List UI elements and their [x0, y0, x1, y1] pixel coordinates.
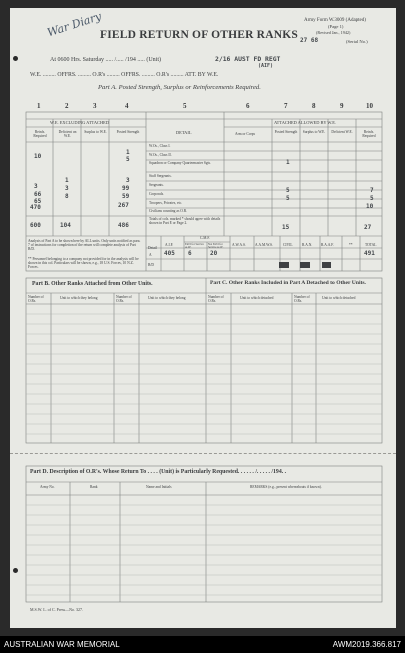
serial-value: 27 68: [300, 37, 319, 44]
value-c4: 1: [126, 149, 130, 156]
col-number: 9: [340, 102, 344, 110]
col-head-posted-att: Posted Strength: [274, 130, 298, 134]
part-c-head: Number of O.Rs.: [294, 295, 310, 303]
unit-stamp: 2/16 AUST FD REGT: [215, 55, 281, 63]
we-line: W.E. ......... OFFRS. ......... O.R's ......... OFFRS. ......... O.R's ......... ATT. BY W.E.: [30, 72, 219, 78]
value-c10: 7: [370, 187, 374, 194]
value-c4: 267: [118, 202, 129, 209]
date-line: At 0600 Hrs. Saturday ..... /..... /194 ..... (Unit): [50, 57, 161, 63]
analysis-head: CIVIL: [283, 243, 293, 247]
col-number: 10: [366, 102, 373, 110]
page-number: (Page 1): [328, 24, 344, 29]
printer-code: M.S.W. L. of C. Press—No. 327.: [30, 607, 83, 612]
value-c10: 10: [366, 203, 374, 210]
group-head-right: ATTACHED ALLOWED BY W.E.: [274, 120, 337, 125]
value-c1: 3: [34, 183, 38, 190]
part-d-head: Name and Initials: [146, 485, 172, 489]
value-c1: 470: [30, 204, 41, 211]
analysis-row-bd: B/D: [148, 263, 154, 267]
value-c2: 3: [65, 185, 69, 192]
analysis-head: A.I.F.: [165, 243, 174, 247]
analysis-sub: Enl'd for Service A.I.F.: [185, 243, 204, 249]
analysis-head: TOTAL: [365, 243, 377, 247]
analysis-footnote: ** Personnel belonging to a company not provided for in the analysis will be shown in this col. Particulars will be shown, e.g., 18 U.S. Forces, 10 N.Z. Forces.: [28, 257, 139, 270]
part-a-heading: Part A. Posted Strength, Surplus or Reinforcements Required.: [98, 84, 261, 91]
part-d-title: Part D. Description of O.R's. Whose Return To . . . . (Unit) is Particularly Requested. . . . . . /. . . . . /194. .: [30, 469, 287, 475]
col-number: 3: [93, 102, 97, 110]
analysis-head: R.A.N.: [302, 243, 313, 247]
detail-row: Troopers, Privates, etc.: [149, 201, 183, 205]
col-head-surplus-att: Surplus to W.E.: [302, 130, 326, 134]
value-c1: 65: [34, 198, 42, 205]
col-head-detail: DETAIL: [176, 130, 192, 135]
part-b-title: Part B. Other Ranks Attached from Other Units.: [32, 281, 153, 287]
col-head-deficient: Deficient on W.E.: [58, 130, 77, 138]
detail-row: Sergeants.: [149, 183, 164, 187]
handwritten-note: War Diary: [45, 9, 103, 40]
detail-row: Civilians counting as O.R.: [149, 209, 188, 213]
analysis-sub: Not Enl'd for Service A.I.F.: [208, 243, 224, 249]
value-c1: 10: [34, 153, 42, 160]
analysis-head: C.M.F.: [200, 236, 210, 240]
part-d-head: REMARKS (e.g., present whereabouts if known).: [250, 485, 322, 489]
analysis-head: A.A.M.W.S.: [255, 243, 273, 247]
col-head-reinfs: Reinfs. Required: [33, 130, 47, 138]
part-b-head: Number of O.Rs.: [116, 295, 132, 303]
value-c1-total: 600: [30, 222, 41, 229]
detail-row: Staff Sergeants.: [149, 174, 172, 178]
analysis-value: 405: [164, 250, 175, 257]
group-head-left: W.E. EXCLUDING ATTACHED: [50, 120, 109, 125]
analysis-head: R.A.A.F.: [321, 243, 334, 247]
col-head-arm: Arm or Corps: [235, 132, 255, 136]
part-d-head: Army No.: [40, 485, 55, 489]
serial-label: (Serial No.): [346, 39, 368, 44]
value-c10-total: 27: [364, 224, 372, 231]
part-c-head: Unit to which detached: [322, 296, 356, 300]
revised-date: (Revised Jan., 1942): [316, 30, 351, 35]
army-form-number: Army Form W.3009 (Adapted): [304, 18, 366, 23]
col-number: 1: [37, 102, 41, 110]
value-c4: 59: [122, 193, 130, 200]
col-head-posted: Posted Strength: [116, 130, 140, 134]
part-b-head: Unit to which they belong: [60, 296, 98, 300]
archive-name: AUSTRALIAN WAR MEMORIAL: [4, 640, 120, 649]
part-c-head: Number of O.Rs.: [208, 295, 224, 303]
part-c-title: Part C. Other Ranks Included in Part A Detached to Other Units.: [210, 280, 366, 286]
unit-sub: (AIF): [258, 63, 274, 69]
part-b-head: Unit to which they belong: [148, 296, 186, 300]
form-rules: [10, 8, 396, 628]
analysis-value: 6: [188, 250, 192, 257]
punch-hole: [13, 56, 18, 61]
punch-hole: [13, 568, 18, 573]
analysis-note: Analysis of Part A to be shown here by ALL units. Only units notified as para. 7 of instructions for completion of the return will complete analysis of Part B/D.: [28, 239, 141, 252]
analysis-row-detail: Detail: [148, 246, 157, 250]
value-c2: 8: [65, 193, 69, 200]
detail-row: W.Os., Class I.: [149, 144, 171, 148]
col-number: 8: [312, 102, 316, 110]
value-c7-total: 15: [282, 224, 290, 231]
value-c4: 5: [126, 156, 130, 163]
part-d-head: Rank: [90, 485, 98, 489]
value-c1: 66: [34, 191, 42, 198]
detail-row: Squadron or Company Quartermaster Sgts.: [149, 161, 211, 165]
value-c4-total: 486: [118, 222, 129, 229]
col-number: 2: [65, 102, 69, 110]
analysis-total: 491: [364, 250, 375, 257]
value-c7: 5: [286, 195, 290, 202]
value-c7: 1: [286, 159, 290, 166]
archive-id: AWM2019.366.817: [332, 640, 401, 649]
value-c2: 1: [65, 177, 69, 184]
value-c10: 5: [370, 195, 374, 202]
col-head-deficient-att: Deficient W.E.: [331, 130, 353, 134]
value-c4: 3: [126, 177, 130, 184]
value-c4: 99: [122, 185, 130, 192]
analysis-value: 20: [210, 250, 218, 257]
col-number: 4: [125, 102, 129, 110]
detail-row: Totals of cols. marked * should agree with details shown in Part E or Page 2.: [149, 217, 221, 225]
part-b-head: Number of O.Rs.: [28, 295, 44, 303]
field-return-form: [10, 8, 396, 628]
col-number: 5: [183, 102, 187, 110]
form-title: FIELD RETURN OF OTHER RANKS: [100, 29, 298, 41]
archive-caption-bar: [0, 636, 405, 653]
analysis-head: **: [349, 243, 353, 247]
detail-row: Corporals.: [149, 192, 165, 196]
col-head-surplus: Surplus to W.E.: [84, 130, 107, 134]
col-number: 7: [284, 102, 288, 110]
value-c7: 5: [286, 187, 290, 194]
analysis-row-a: A: [149, 253, 152, 257]
value-c2-total: 104: [60, 222, 71, 229]
col-head-reinfs-att: Reinfs. Required: [362, 130, 376, 138]
col-number: 6: [246, 102, 250, 110]
fold-line: [10, 453, 396, 454]
part-c-head: Unit to which detached: [240, 296, 274, 300]
detail-row: W.Os., Class II.: [149, 153, 172, 157]
analysis-head: A.W.A.S.: [232, 243, 246, 247]
